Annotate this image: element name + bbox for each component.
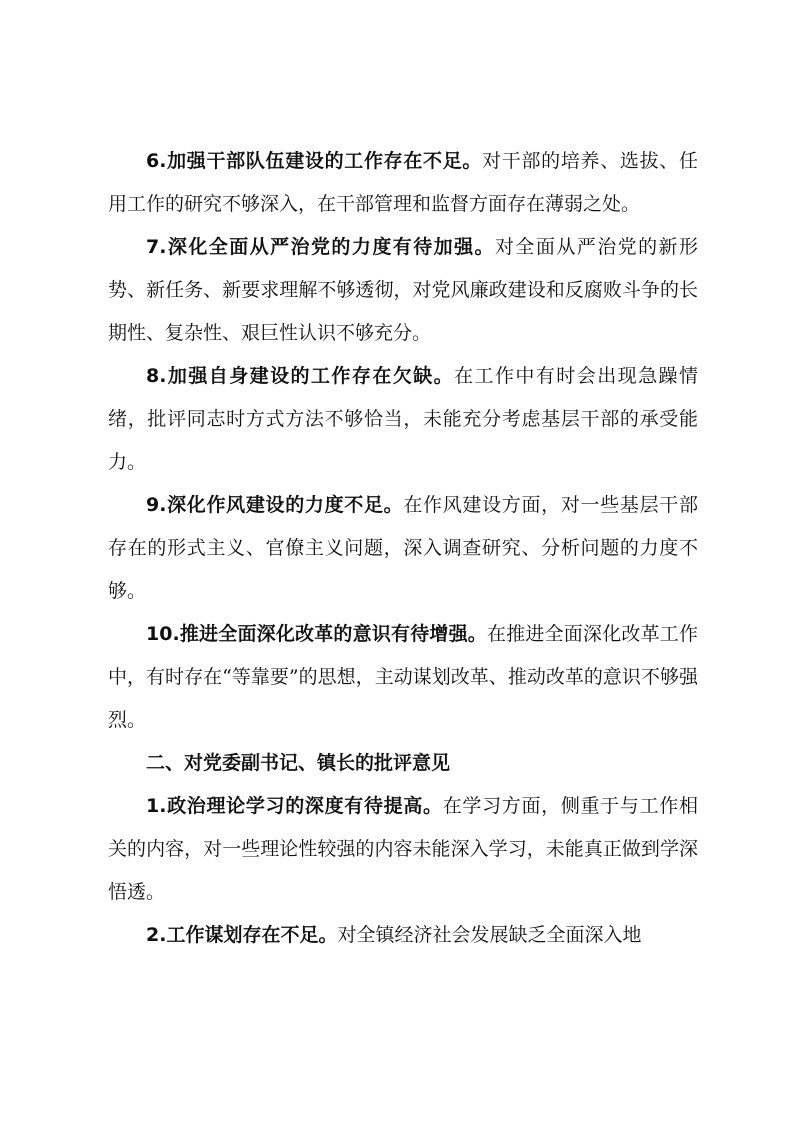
- section-paragraph-2-lead: 2.工作谋划存在不足。: [146, 924, 338, 946]
- paragraph-10-lead: 10.推进全面深化改革的意识有待增强。: [146, 623, 488, 645]
- section-paragraph-1: [108, 785, 698, 914]
- paragraph-6-body: 对干部的培养、选拔、任用工作的研究不够深入，在干部管理和监督方面存在薄弱之处。: [108, 150, 698, 215]
- paragraph-9-body: 在作风建设方面，对一些基层干部存在的形式主义、官僚主义问题，深入调查研究、分析问题的力度不够。: [108, 494, 698, 602]
- section-paragraph-2: [108, 914, 698, 957]
- paragraph-8-body: 在工作中有时会出现急躁情绪，批评同志时方式方法不够恰当，未能充分考虑基层干部的承受能力。: [108, 365, 698, 473]
- paragraph-8-lead: 8.加强自身建设的工作存在欠缺。: [146, 365, 455, 387]
- paragraph-7: [108, 226, 698, 355]
- paragraph-9: [108, 484, 698, 613]
- section-heading: 二、对党委副书记、镇长的批评意见: [146, 752, 451, 774]
- paragraph-6: [108, 140, 698, 226]
- paragraph-10-body: 在推进全面深化改革工作中，有时存在“等靠要”的思想，主动谋划改革、推动改革的意识不够强烈。: [108, 623, 698, 731]
- paragraph-10: [108, 613, 698, 742]
- paragraph-7-lead: 7.深化全面从严治党的力度有待加强。: [146, 236, 495, 258]
- paragraph-6-lead: 6.加强干部队伍建设的工作存在不足。: [146, 150, 483, 172]
- paragraph-8: [108, 355, 698, 484]
- document-body: [108, 140, 698, 957]
- paragraph-7-body: 对全面从严治党的新形势、新任务、新要求理解不够透彻，对党风廉政建设和反腐败斗争的长期性、复杂性、艰巨性认识不够充分。: [108, 236, 698, 344]
- section-paragraph-1-body: 在学习方面，侧重于与工作相关的内容，对一些理论性较强的内容未能深入学习，未能真正做到学深悟透。: [108, 795, 698, 903]
- section-paragraph-2-body: 对全镇经济社会发展缺乏全面深入地: [337, 924, 642, 946]
- section-paragraph-1-lead: 1.政治理论学习的深度有待提高。: [146, 795, 443, 817]
- paragraph-9-lead: 9.深化作风建设的力度不足。: [146, 494, 404, 516]
